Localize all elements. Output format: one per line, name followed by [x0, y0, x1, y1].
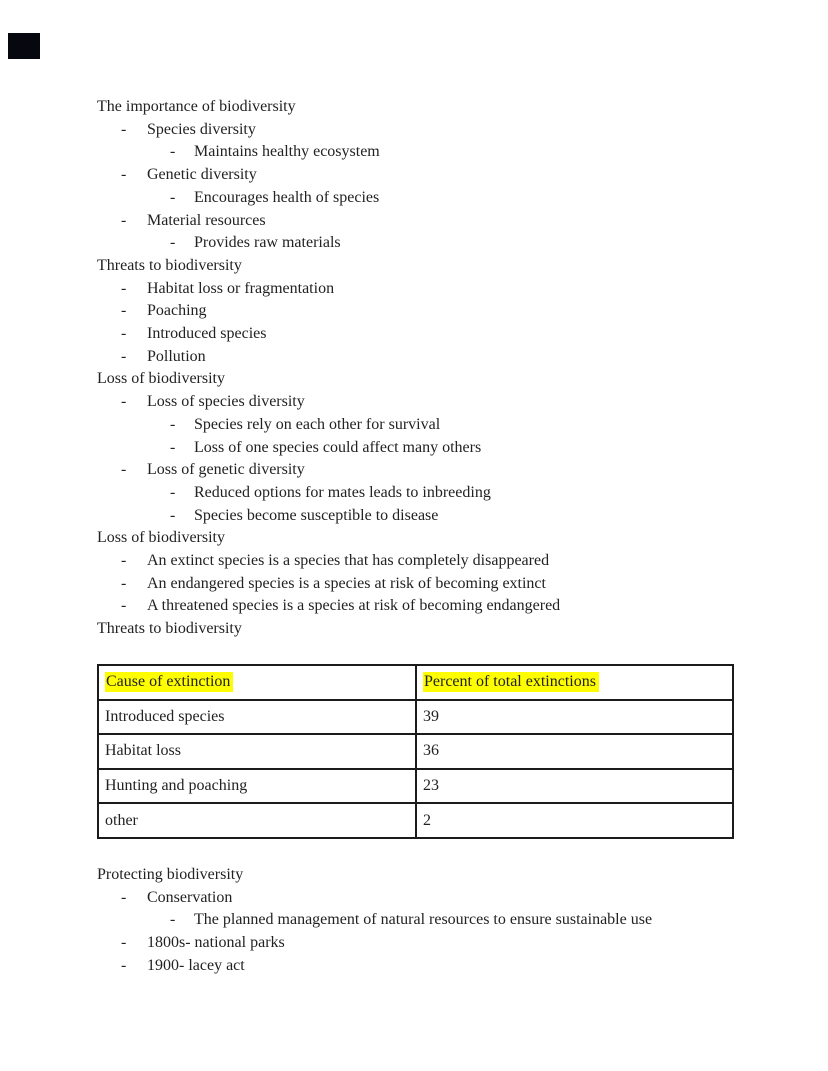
outline-item	[97, 232, 777, 255]
dash-bullet: -	[170, 234, 176, 252]
outline-item	[97, 323, 777, 346]
outline-item	[97, 955, 777, 978]
outline-item-text: An endangered species is a species at risk of becoming extinct	[147, 574, 546, 592]
table-header-row	[98, 665, 733, 700]
outline-item-text: An extinct species is a species that has completely disappeared	[147, 552, 550, 570]
table-row	[98, 803, 733, 838]
outline-item-text: 1900- lacey act	[147, 956, 245, 974]
outline-item	[97, 346, 777, 369]
table-cell-cause: Hunting and poaching	[98, 769, 416, 804]
dash-bullet: -	[121, 120, 127, 138]
outline-item	[97, 887, 777, 910]
dash-bullet: -	[121, 166, 127, 184]
dash-bullet: -	[121, 393, 127, 411]
dash-bullet: -	[121, 956, 127, 974]
dash-bullet: -	[170, 911, 176, 929]
dash-bullet: -	[121, 934, 127, 952]
outline-item	[97, 618, 777, 641]
outline-item	[97, 437, 777, 460]
outline-item-text: Loss of one species could affect many others	[194, 438, 482, 456]
outline-item-text: The planned management of natural resources to ensure sustainable use	[194, 911, 653, 929]
table-cell-cause: Introduced species	[98, 700, 416, 735]
outline-item	[97, 164, 777, 187]
outline-item-text: Protecting biodiversity	[97, 866, 244, 883]
table-cell-cause: Habitat loss	[98, 734, 416, 769]
outline-item-text: Reduced options for mates leads to inbreeding	[194, 483, 491, 501]
outline-item-text: Loss of genetic diversity	[147, 461, 305, 479]
outline-item-text: Threats to biodiversity	[97, 620, 242, 638]
dash-bullet: -	[121, 347, 127, 365]
outline-item	[97, 414, 777, 437]
dash-bullet: -	[121, 211, 127, 229]
table-row	[98, 734, 733, 769]
table-cell-cause: other	[98, 803, 416, 838]
dash-bullet: -	[121, 325, 127, 343]
outline-section-bottom	[97, 864, 777, 978]
outline-item-text: Species become susceptible to disease	[194, 506, 439, 524]
outline-item-text: Provides raw materials	[194, 234, 341, 252]
outline-item	[97, 278, 777, 301]
highlighted-header-cause: Cause of extinction	[105, 672, 233, 692]
dash-bullet: -	[170, 415, 176, 433]
outline-item-text: Material resources	[147, 211, 266, 229]
outline-item	[97, 573, 777, 596]
outline-item-text: Conservation	[147, 888, 233, 906]
outline-item-text: Genetic diversity	[147, 166, 257, 184]
dash-bullet: -	[170, 506, 176, 524]
dash-bullet: -	[121, 574, 127, 592]
dash-bullet: -	[121, 279, 127, 297]
outline-item-text: Loss of species diversity	[147, 393, 305, 411]
extinction-table	[97, 664, 734, 839]
outline-item	[97, 505, 777, 528]
table-cell-percent: 36	[416, 734, 733, 769]
outline-item	[97, 141, 777, 164]
table-header-cell-cause	[98, 665, 416, 700]
outline-item	[97, 391, 777, 414]
dash-bullet: -	[121, 597, 127, 615]
outline-item-text: Threats to biodiversity	[97, 256, 242, 274]
outline-item-text: Habitat loss or fragmentation	[147, 279, 335, 297]
outline-item	[97, 300, 777, 323]
outline-item	[97, 96, 777, 119]
outline-item-text: Pollution	[147, 347, 206, 365]
outline-item	[97, 909, 777, 932]
outline-item-text: Poaching	[147, 302, 207, 320]
dash-bullet: -	[170, 143, 176, 161]
outline-item	[97, 210, 777, 233]
dash-bullet: -	[121, 461, 127, 479]
highlighted-header-percent: Percent of total extinctions	[423, 672, 599, 692]
table-row	[98, 769, 733, 804]
outline-item	[97, 187, 777, 210]
outline-item	[97, 595, 777, 618]
outline-item	[97, 459, 777, 482]
dash-bullet: -	[170, 188, 176, 206]
dash-bullet: -	[170, 438, 176, 456]
dash-bullet: -	[121, 302, 127, 320]
outline-item	[97, 482, 777, 505]
outline-item	[97, 119, 777, 142]
outline-item	[97, 550, 777, 573]
outline-item	[97, 527, 777, 550]
table-cell-percent: 2	[416, 803, 733, 838]
outline-item	[97, 864, 777, 887]
outline-item-text: Loss of biodiversity	[97, 529, 225, 547]
outline-item-text: The importance of biodiversity	[97, 98, 296, 115]
outline-item-text: A threatened species is a species at risk of becoming endangered	[147, 597, 561, 615]
table-cell-percent: 23	[416, 769, 733, 804]
outline-item	[97, 255, 777, 278]
outline-item	[97, 368, 777, 391]
dash-bullet: -	[121, 552, 127, 570]
dash-bullet: -	[170, 483, 176, 501]
outline-item-text: Loss of biodiversity	[97, 370, 225, 388]
outline-item-text: Maintains healthy ecosystem	[194, 143, 380, 161]
table-header-cell-percent	[416, 665, 733, 700]
table-cell-percent: 39	[416, 700, 733, 735]
table-row	[98, 700, 733, 735]
outline-item-text: Species diversity	[147, 120, 256, 138]
dash-bullet: -	[121, 888, 127, 906]
outline-item	[97, 932, 777, 955]
outline-item-text: Species rely on each other for survival	[194, 415, 441, 433]
outline-section-top	[97, 96, 777, 641]
outline-item-text: Introduced species	[147, 325, 267, 343]
outline-item-text: Encourages health of species	[194, 188, 380, 206]
outline-item-text: 1800s- national parks	[147, 934, 285, 952]
scan-artifact-mark	[8, 33, 40, 59]
